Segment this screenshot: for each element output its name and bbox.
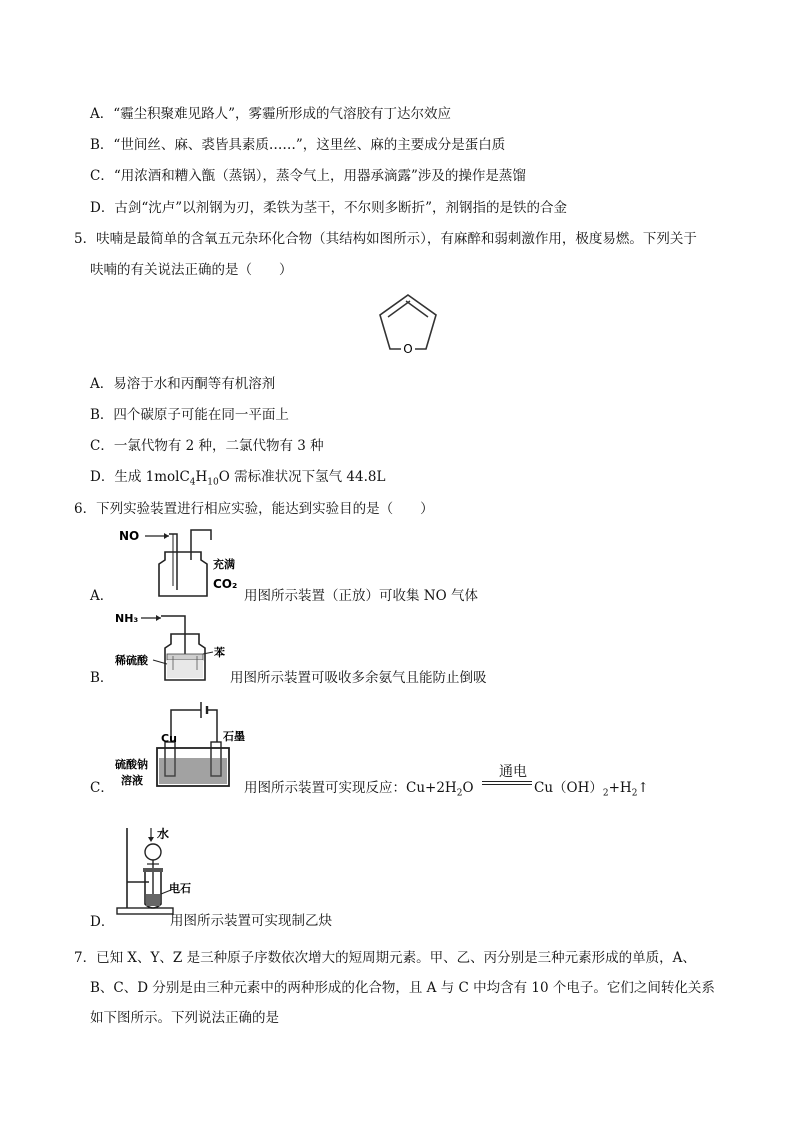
q5-option-c: C．一氯代物有 2 种，二氯代物有 3 种 (90, 438, 324, 454)
q5-stem-line2: 呋喃的有关说法正确的是（ ） (90, 262, 293, 278)
q6-option-b-letter: B． (90, 670, 114, 686)
q7-stem-line3: 如下图所示。下列说法正确的是 (90, 1010, 279, 1026)
furan-oxygen-label: O (403, 342, 413, 356)
q6-d-diagram (113, 822, 203, 918)
svg-text:苯: 苯 (214, 646, 225, 659)
q4-option-b: B．“世间丝、麻、裘皆具素质……”，这里丝、麻的主要成分是蛋白质 (90, 137, 506, 153)
q5-option-a: A．易溶于水和丙酮等有机溶剂 (90, 376, 276, 392)
q5-stem-line1: 5．呋喃是最简单的含氧五元杂环化合物（其结构如图所示），有麻醉和弱刺激作用，极度易燃。下列关于 (74, 231, 697, 247)
svg-text:Cu: Cu (161, 732, 177, 745)
svg-text:硫酸钠: 硫酸钠 (115, 758, 148, 771)
q4-option-a: A．“霾尘积聚难见路人”，雾霾所形成的气溶胶有丁达尔效应 (90, 106, 452, 122)
furan-structure-diagram (368, 287, 448, 359)
svg-text:电石: 电石 (169, 882, 191, 895)
svg-text:NH₃: NH₃ (115, 612, 139, 625)
q6-b-diagram (113, 608, 233, 684)
q6-stem: 6．下列实验装置进行相应实验，能达到实验目的是（ ） (74, 501, 434, 517)
q6-option-b-text: 用图所示装置可吸收多余氨气且能防止倒吸 (230, 670, 487, 686)
svg-text:稀硫酸: 稀硫酸 (115, 654, 148, 667)
q6-a-diagram (115, 524, 245, 604)
q7-stem-line2: B、C、D 分别是由三种元素中的两种形成的化合物，且 A 与 C 中均含有 10 个电子。它们之间转化关系 (90, 980, 715, 996)
svg-text:充满: 充满 (213, 558, 235, 571)
q6-option-c-letter: C． (90, 780, 114, 796)
svg-text:水: 水 (157, 827, 170, 841)
svg-text:溶液: 溶液 (121, 774, 143, 787)
q6-option-d-text: 用图所示装置可实现制乙炔 (170, 913, 332, 929)
svg-text:NO: NO (119, 529, 140, 543)
q6-c-eq-line-top (482, 781, 532, 782)
q6-option-c-text: 用图所示装置可实现反应：$Cu+2H_2O$ (244, 780, 474, 799)
q6-c-product: $Cu(OH)_2+H_2↑$ (534, 780, 649, 799)
q4-option-d: D．古剑“沈卢”以剂钢为刃，柔铁为茎干，不尔则多断折”，剂钢指的是铁的合金 (90, 200, 568, 216)
q6-c-condition: 通电 (499, 764, 527, 780)
q6-option-a-text: 用图所示装置（正放）可收集 NO 气体 (244, 588, 478, 604)
q6-option-d-letter: D． (90, 914, 115, 930)
svg-text:石墨: 石墨 (223, 730, 245, 743)
q5-option-b: B．四个碳原子可能在同一平面上 (90, 407, 289, 423)
q6-c-eq-line-bottom (482, 784, 532, 785)
svg-text:CO₂: CO₂ (213, 577, 238, 591)
q5-option-d: D．生成 $1molC_4H_{10}O$ 需标准状况下氢气 44.8L (90, 469, 386, 488)
q7-stem-line1: 7．已知 X、Y、Z 是三种原子序数依次增大的短周期元素。甲、乙、丙分别是三种元素形成的单质，A、 (74, 950, 696, 966)
q6-option-a-letter: A． (90, 588, 114, 604)
q6-c-diagram (113, 696, 248, 790)
q4-option-c: C．“用浓酒和糟入甑（蒸锅），蒸令气上，用器承滴露”涉及的操作是蒸馏 (90, 168, 526, 184)
